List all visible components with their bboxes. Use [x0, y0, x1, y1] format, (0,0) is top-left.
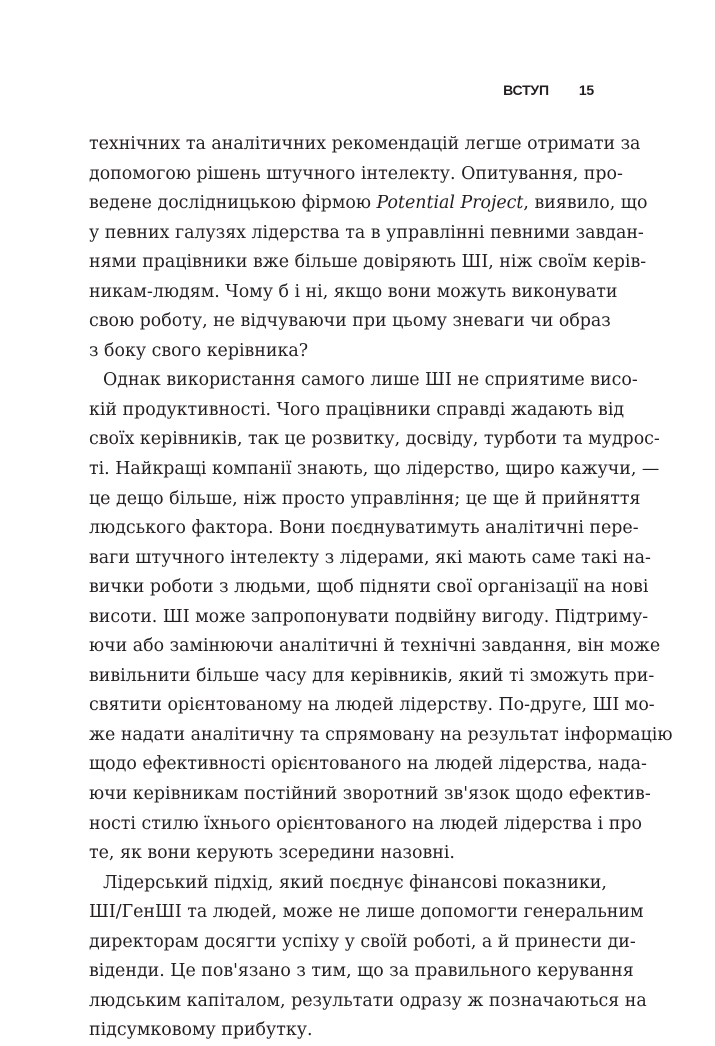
text-line: людським капіталом, результати одразу ж позначаються на: [89, 990, 647, 1011]
text-line: кій продуктивності. Чого працівники справді жадають від: [89, 399, 625, 420]
text-line: у певних галузях лідерства та в управлінні певними завдан-: [89, 222, 644, 243]
text-line: ведене дослідницькою фірмою Potential Project, виявило, що: [89, 193, 648, 214]
section-title: ВСТУП: [503, 82, 549, 98]
text-line: ваги штучного інтелекту з лідерами, які мають саме такі на-: [89, 547, 651, 568]
text-line: висоти. ШІ може запропонувати подвійну вигоду. Підтриму-: [89, 606, 649, 627]
text-line: людського фактора. Вони поєднуватимуть аналітичні пере-: [89, 518, 639, 539]
text-line: допомогою рішень штучного інтелекту. Опитування, про-: [89, 163, 623, 184]
text-line: же надати аналітичну та спрямовану на результат інформацію: [89, 724, 673, 745]
italic-company-name: Potential Project: [376, 193, 524, 214]
text-line: ючи керівникам постійний зворотний зв'язок щодо ефектив-: [89, 784, 651, 805]
text-line: ючи або замінюючи аналітичні й технічні завдання, він може: [89, 636, 661, 657]
text-line: підсумковому прибутку.: [89, 1020, 313, 1041]
text-line: директорам досягти успіху у своїй роботі, а й принести ди-: [89, 931, 636, 952]
text-line: Однак використання самого лише ШІ не сприятиме висо-: [103, 370, 638, 391]
text-line: з боку свого керівника?: [89, 340, 309, 361]
running-header: [503, 82, 594, 98]
text-line: віденди. Це пов'язано з тим, що за правильного керування: [89, 961, 634, 982]
body-text: [89, 130, 673, 1046]
text-line: Лідерський підхід, який поєднує фінансові показники,: [103, 872, 607, 893]
text-line: ШІ/ГенШІ та людей, може не лише допомогти генеральним: [89, 902, 644, 923]
text-line: технічних та аналітичних рекомендацій легше отримати за: [89, 134, 641, 154]
text-line: свою роботу, не відчуваючи при цьому зневаги чи образ: [89, 311, 611, 332]
text-line: те, як вони керують зсередини назовні.: [89, 843, 455, 864]
text-line: щодо ефективності орієнтованого на людей лідерства, нада-: [89, 754, 647, 775]
text-line: ті. Найкращі компанії знають, що лідерство, щиро кажучи, —: [89, 459, 660, 480]
text-line: никам-людям. Чому б і ні, якщо вони можуть виконувати: [89, 281, 618, 302]
text-line: вивільнити більше часу для керівників, який ті зможуть при-: [89, 665, 655, 686]
text-line: це дещо більше, ніж просто управління; це ще й прийняття: [89, 488, 641, 509]
page-number: 15: [578, 82, 594, 98]
text-line: своїх керівників, так це розвитку, досвіду, турботи та мудрос-: [89, 429, 660, 450]
text-line: святити орієнтованому на людей лідерству. По-друге, ШІ мо-: [89, 695, 655, 716]
text-line: нями працівники вже більше довіряють ШІ, ніж своїм керів-: [89, 252, 647, 273]
text-line: ності стилю їхнього орієнтованого на людей лідерства і про: [89, 813, 642, 834]
text-line: вички роботи з людьми, щоб підняти свої організації на нові: [89, 577, 649, 598]
